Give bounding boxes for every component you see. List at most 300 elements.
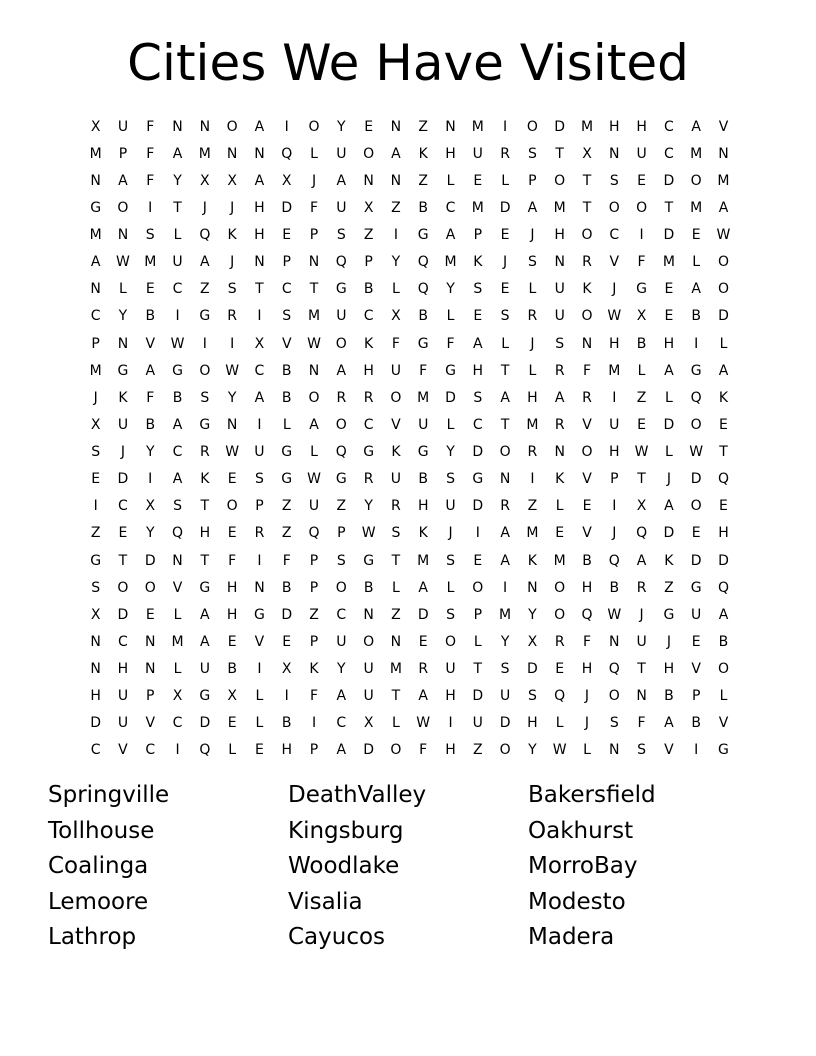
grid-letter: D bbox=[472, 444, 484, 461]
grid-letter: L bbox=[719, 688, 728, 705]
grid-letter: Y bbox=[145, 525, 155, 542]
grid-letter: S bbox=[227, 281, 237, 298]
word-list-item: Modesto bbox=[528, 888, 626, 915]
grid-letter: I bbox=[503, 579, 508, 596]
grid-letter: L bbox=[501, 172, 509, 189]
grid-letter: O bbox=[335, 579, 347, 596]
grid-letter: X bbox=[145, 498, 156, 515]
grid-letter: N bbox=[390, 633, 402, 650]
grid-letter: P bbox=[146, 688, 155, 705]
grid-letter: E bbox=[282, 227, 292, 244]
grid-letter: L bbox=[446, 416, 455, 433]
grid-letter: F bbox=[582, 362, 592, 379]
grid-letter: H bbox=[581, 579, 593, 596]
word-list-item: Visalia bbox=[288, 888, 363, 915]
grid-letter: M bbox=[717, 172, 730, 189]
grid-letter: O bbox=[554, 579, 566, 596]
grid-letter: Q bbox=[608, 552, 620, 569]
grid-letter: S bbox=[336, 227, 346, 244]
grid-letter: A bbox=[336, 172, 347, 189]
grid-letter: E bbox=[473, 308, 483, 325]
grid-letter: H bbox=[609, 444, 620, 461]
grid-letter: F bbox=[637, 254, 646, 271]
grid-letter: R bbox=[582, 389, 592, 406]
grid-letter: M bbox=[417, 389, 430, 406]
grid-letter: O bbox=[690, 172, 702, 189]
grid-letter: H bbox=[90, 688, 101, 705]
grid-letter: H bbox=[445, 742, 456, 759]
grid-letter: X bbox=[636, 308, 647, 325]
grid-letter: H bbox=[718, 525, 729, 542]
grid-letter: K bbox=[664, 552, 674, 569]
grid-letter: E bbox=[227, 471, 237, 488]
grid-letter: D bbox=[499, 199, 511, 216]
grid-letter: W bbox=[552, 742, 567, 759]
grid-letter: H bbox=[226, 579, 238, 596]
grid-letter: R bbox=[554, 416, 565, 433]
grid-letter: N bbox=[609, 145, 620, 162]
grid-letter: C bbox=[472, 416, 483, 433]
word-list-item: Springville bbox=[48, 782, 170, 808]
grid-letter: J bbox=[230, 199, 235, 216]
grid-letter: Y bbox=[145, 444, 155, 461]
grid-letter: O bbox=[144, 579, 156, 596]
grid-letter: O bbox=[363, 633, 375, 650]
grid-letter: M bbox=[471, 118, 484, 135]
grid-letter: Q bbox=[172, 525, 184, 542]
grid-letter: A bbox=[172, 416, 183, 433]
grid-letter: H bbox=[281, 742, 292, 759]
grid-letter: A bbox=[254, 389, 265, 406]
grid-letter: B bbox=[281, 389, 292, 406]
grid-letter: M bbox=[553, 552, 566, 569]
grid-letter: B bbox=[718, 633, 729, 650]
grid-letter: O bbox=[554, 172, 566, 189]
grid-letter: H bbox=[663, 335, 675, 352]
grid-letter: O bbox=[690, 498, 702, 515]
grid-letter: D bbox=[417, 606, 429, 623]
grid-letter: E bbox=[118, 525, 128, 542]
grid-letter: U bbox=[609, 416, 620, 433]
grid-letter: P bbox=[364, 254, 373, 271]
grid-letter: B bbox=[281, 362, 292, 379]
grid-letter: N bbox=[308, 254, 320, 271]
grid-row bbox=[82, 737, 737, 764]
grid-letter: B bbox=[609, 579, 620, 596]
grid-letter: N bbox=[172, 552, 183, 569]
word-list-item: Oakhurst bbox=[528, 817, 634, 844]
grid-letter: G bbox=[90, 199, 102, 216]
grid-letter: Q bbox=[335, 444, 347, 461]
grid-letter: J bbox=[612, 525, 617, 542]
grid-letter: F bbox=[419, 362, 428, 379]
grid-letter: S bbox=[173, 498, 182, 515]
grid-letter: X bbox=[281, 661, 292, 678]
grid-letter: B bbox=[145, 308, 156, 325]
grid-letter: M bbox=[144, 254, 157, 271]
grid-letter: C bbox=[172, 281, 183, 298]
grid-letter: L bbox=[473, 633, 482, 650]
grid-letter: K bbox=[118, 389, 128, 406]
grid-letter: A bbox=[254, 172, 265, 189]
grid-letter: A bbox=[200, 633, 210, 650]
grid-row bbox=[82, 439, 737, 466]
grid-letter: J bbox=[584, 715, 590, 732]
grid-letter: E bbox=[255, 742, 264, 759]
grid-letter: N bbox=[581, 335, 593, 352]
grid-letter: Z bbox=[281, 498, 292, 515]
grid-letter: P bbox=[309, 552, 319, 569]
grid-letter: O bbox=[472, 579, 484, 596]
grid-letter: X bbox=[200, 172, 210, 189]
grid-row bbox=[82, 140, 737, 167]
grid-letter: O bbox=[608, 199, 620, 216]
grid-letter: G bbox=[445, 362, 456, 379]
grid-letter: R bbox=[336, 389, 347, 406]
grid-letter: L bbox=[528, 281, 537, 298]
grid-letter: L bbox=[173, 661, 182, 678]
grid-letter: K bbox=[718, 389, 729, 406]
grid-letter: W bbox=[361, 525, 376, 542]
grid-row bbox=[82, 574, 737, 601]
grid-letter: N bbox=[226, 145, 238, 162]
grid-letter: Y bbox=[173, 172, 182, 189]
grid-letter: R bbox=[500, 145, 510, 162]
grid-letter: N bbox=[145, 661, 156, 678]
grid-letter: T bbox=[637, 471, 646, 488]
grid-letter: A bbox=[718, 199, 729, 216]
grid-letter: D bbox=[718, 552, 729, 569]
grid-letter: D bbox=[663, 227, 675, 244]
word-list-item: Coalinga bbox=[48, 853, 149, 879]
grid-letter: Z bbox=[336, 498, 347, 515]
grid-letter: E bbox=[637, 172, 647, 189]
grid-letter: R bbox=[527, 308, 538, 325]
grid-letter: F bbox=[309, 688, 319, 705]
grid-letter: L bbox=[310, 145, 318, 162]
grid-letter: S bbox=[200, 389, 210, 406]
grid-letter: L bbox=[719, 335, 728, 352]
grid-letter: W bbox=[116, 254, 130, 271]
grid-letter: D bbox=[527, 661, 538, 678]
grid-letter: A bbox=[200, 606, 210, 623]
grid-letter: I bbox=[230, 335, 235, 352]
grid-letter: A bbox=[145, 362, 156, 379]
grid-letter: U bbox=[445, 661, 456, 678]
grid-letter: O bbox=[335, 416, 347, 433]
grid-letter: R bbox=[227, 308, 237, 325]
grid-letter: E bbox=[418, 633, 428, 650]
grid-letter: S bbox=[527, 688, 537, 705]
grid-letter: Q bbox=[308, 525, 320, 542]
grid-letter: D bbox=[117, 606, 129, 623]
grid-letter: L bbox=[446, 172, 455, 189]
grid-letter: X bbox=[636, 498, 647, 515]
grid-letter: N bbox=[145, 633, 156, 650]
grid-letter: L bbox=[255, 715, 264, 732]
grid-letter: U bbox=[472, 715, 483, 732]
grid-letter: W bbox=[170, 335, 185, 352]
grid-letter: Q bbox=[717, 579, 729, 596]
grid-letter: L bbox=[664, 389, 673, 406]
grid-letter: P bbox=[528, 172, 537, 189]
grid-letter: I bbox=[257, 308, 262, 325]
grid-letter: X bbox=[391, 308, 401, 325]
grid-letter: I bbox=[475, 525, 480, 542]
grid-letter: C bbox=[254, 362, 265, 379]
grid-letter: A bbox=[336, 742, 347, 759]
grid-letter: I bbox=[257, 552, 262, 569]
grid-letter: C bbox=[609, 227, 620, 244]
grid-letter: F bbox=[309, 199, 319, 216]
grid-letter: O bbox=[444, 633, 457, 650]
grid-letter: U bbox=[390, 362, 402, 379]
grid-letter: N bbox=[527, 579, 538, 596]
grid-letter: G bbox=[417, 227, 429, 244]
grid-letter: L bbox=[692, 254, 701, 271]
grid-letter: D bbox=[472, 688, 484, 705]
grid-letter: Z bbox=[391, 199, 401, 216]
grid-letter: H bbox=[636, 118, 647, 135]
grid-letter: K bbox=[527, 552, 537, 569]
grid-letter: V bbox=[691, 661, 701, 678]
grid-letter: H bbox=[199, 525, 211, 542]
grid-letter: G bbox=[663, 606, 675, 623]
grid-letter: X bbox=[527, 633, 538, 650]
grid-letter: N bbox=[254, 579, 265, 596]
grid-letter: M bbox=[526, 525, 539, 542]
grid-letter: F bbox=[582, 633, 592, 650]
grid-letter: C bbox=[663, 145, 674, 162]
grid-letter: R bbox=[391, 498, 401, 515]
grid-letter: R bbox=[554, 633, 565, 650]
grid-letter: N bbox=[390, 172, 402, 189]
grid-letter: R bbox=[363, 471, 374, 488]
grid-letter: S bbox=[145, 227, 155, 244]
grid-letter: E bbox=[145, 606, 155, 623]
grid-letter: N bbox=[718, 145, 729, 162]
grid-letter: S bbox=[527, 254, 537, 271]
grid-letter: X bbox=[90, 606, 101, 623]
word-list-item: Tollhouse bbox=[48, 817, 155, 844]
grid-letter: G bbox=[199, 308, 211, 325]
grid-letter: N bbox=[363, 606, 374, 623]
grid-letter: N bbox=[636, 688, 647, 705]
grid-letter: R bbox=[254, 525, 265, 542]
grid-letter: Q bbox=[636, 525, 648, 542]
grid-letter: A bbox=[664, 715, 674, 732]
grid-letter: S bbox=[446, 606, 455, 623]
grid-letter: U bbox=[363, 688, 374, 705]
grid-letter: J bbox=[93, 389, 98, 406]
grid-letter: T bbox=[391, 688, 401, 705]
grid-letter: B bbox=[363, 579, 374, 596]
grid-letter: H bbox=[554, 227, 565, 244]
grid-letter: U bbox=[418, 416, 429, 433]
word-list-item: Cayucos bbox=[288, 924, 386, 950]
grid-letter: U bbox=[172, 254, 183, 271]
grid-letter: B bbox=[418, 199, 429, 216]
grid-letter: D bbox=[554, 118, 566, 135]
grid-letter: B bbox=[172, 389, 183, 406]
grid-letter: A bbox=[636, 552, 647, 569]
grid-letter: K bbox=[582, 281, 592, 298]
grid-letter: A bbox=[391, 145, 401, 162]
grid-letter: S bbox=[500, 661, 510, 678]
grid-letter: O bbox=[581, 308, 593, 325]
grid-letter: C bbox=[172, 715, 183, 732]
grid-letter: M bbox=[608, 362, 621, 379]
grid-letter: D bbox=[363, 742, 374, 759]
grid-letter: L bbox=[392, 715, 400, 732]
grid-letter: P bbox=[309, 227, 319, 244]
grid-letter: S bbox=[91, 579, 101, 596]
word-list-item: Lemoore bbox=[48, 888, 149, 915]
grid-letter: A bbox=[691, 118, 701, 135]
grid-letter: E bbox=[637, 416, 647, 433]
grid-letter: E bbox=[473, 552, 483, 569]
grid-letter: G bbox=[199, 416, 211, 433]
grid-row bbox=[82, 710, 737, 737]
grid-letter: Z bbox=[363, 227, 374, 244]
grid-letter: K bbox=[473, 254, 483, 271]
grid-letter: U bbox=[254, 444, 265, 461]
grid-letter: U bbox=[117, 688, 129, 705]
grid-letter: U bbox=[336, 145, 347, 162]
grid-letter: I bbox=[175, 308, 180, 325]
grid-letter: P bbox=[91, 335, 100, 352]
grid-row bbox=[82, 628, 737, 655]
grid-letter: T bbox=[200, 498, 210, 515]
grid-letter: F bbox=[146, 118, 155, 135]
letter-grid bbox=[82, 113, 737, 764]
grid-letter: O bbox=[581, 227, 593, 244]
grid-letter: T bbox=[309, 281, 319, 298]
grid-letter: I bbox=[530, 471, 535, 488]
grid-letter: F bbox=[391, 335, 400, 352]
grid-letter: C bbox=[281, 281, 292, 298]
grid-letter: I bbox=[93, 498, 98, 515]
grid-letter: Z bbox=[281, 525, 292, 542]
grid-letter: V bbox=[172, 579, 183, 596]
grid-letter: S bbox=[391, 525, 401, 542]
grid-letter: U bbox=[336, 633, 347, 650]
grid-letter: N bbox=[609, 742, 620, 759]
grid-letter: T bbox=[500, 416, 510, 433]
grid-letter: O bbox=[363, 145, 375, 162]
grid-letter: Q bbox=[199, 227, 211, 244]
grid-letter: G bbox=[117, 362, 129, 379]
grid-letter: O bbox=[717, 254, 729, 271]
grid-letter: G bbox=[281, 444, 293, 461]
grid-letter: H bbox=[663, 661, 675, 678]
grid-letter: M bbox=[471, 199, 484, 216]
grid-letter: A bbox=[473, 335, 483, 352]
grid-row bbox=[82, 683, 737, 710]
grid-letter: Z bbox=[527, 498, 538, 515]
grid-letter: N bbox=[390, 118, 402, 135]
grid-letter: C bbox=[90, 308, 101, 325]
grid-letter: R bbox=[199, 444, 210, 461]
grid-letter: O bbox=[117, 579, 129, 596]
grid-letter: U bbox=[499, 688, 511, 705]
grid-letter: A bbox=[664, 362, 674, 379]
grid-letter: E bbox=[227, 715, 237, 732]
grid-letter: V bbox=[145, 335, 156, 352]
grid-letter: A bbox=[718, 362, 729, 379]
grid-letter: T bbox=[719, 444, 728, 461]
grid-letter: N bbox=[90, 172, 101, 189]
grid-letter: X bbox=[227, 172, 237, 189]
grid-letter: J bbox=[503, 254, 508, 271]
grid-letter: H bbox=[226, 606, 238, 623]
grid-letter: G bbox=[254, 606, 265, 623]
grid-letter: N bbox=[117, 335, 129, 352]
grid-letter: B bbox=[227, 661, 237, 678]
grid-letter: V bbox=[664, 742, 674, 759]
grid-letter: Y bbox=[364, 498, 373, 515]
grid-letter: F bbox=[228, 552, 237, 569]
grid-letter: W bbox=[716, 227, 731, 244]
grid-letter: G bbox=[718, 742, 729, 759]
grid-letter: A bbox=[718, 606, 729, 623]
grid-letter: U bbox=[117, 118, 129, 135]
grid-letter: Y bbox=[500, 633, 510, 650]
grid-row bbox=[82, 520, 737, 547]
grid-letter: O bbox=[390, 389, 402, 406]
grid-letter: A bbox=[336, 688, 347, 705]
grid-letter: J bbox=[666, 471, 671, 488]
grid-row bbox=[82, 601, 737, 628]
grid-letter: G bbox=[90, 552, 102, 569]
grid-letter: L bbox=[583, 742, 591, 759]
page-title: Cities We Have Visited bbox=[127, 34, 689, 92]
grid-letter: E bbox=[691, 227, 701, 244]
word-column-1 bbox=[48, 778, 169, 956]
grid-letter: D bbox=[663, 525, 675, 542]
grid-letter: N bbox=[254, 254, 265, 271]
grid-letter: E bbox=[691, 525, 701, 542]
grid-letter: C bbox=[336, 715, 347, 732]
grid-letter: D bbox=[690, 552, 702, 569]
grid-letter: O bbox=[554, 606, 566, 623]
grid-letter: A bbox=[664, 498, 674, 515]
grid-letter: F bbox=[419, 742, 428, 759]
grid-letter: B bbox=[418, 308, 429, 325]
grid-letter: C bbox=[445, 199, 456, 216]
grid-letter: S bbox=[473, 389, 483, 406]
grid-letter: M bbox=[198, 145, 211, 162]
grid-letter: A bbox=[309, 416, 319, 433]
grid-letter: A bbox=[172, 145, 183, 162]
grid-letter: V bbox=[145, 715, 156, 732]
grid-letter: G bbox=[199, 688, 211, 705]
grid-letter: W bbox=[225, 362, 240, 379]
grid-letter: Y bbox=[528, 606, 537, 623]
grid-letter: K bbox=[391, 444, 401, 461]
grid-letter: E bbox=[500, 281, 510, 298]
grid-letter: T bbox=[473, 661, 483, 678]
grid-letter: X bbox=[90, 416, 101, 433]
grid-letter: U bbox=[554, 308, 565, 325]
grid-letter: E bbox=[282, 633, 292, 650]
grid-letter: S bbox=[609, 715, 619, 732]
grid-letter: A bbox=[445, 227, 456, 244]
grid-letter: Q bbox=[281, 145, 293, 162]
grid-letter: H bbox=[609, 335, 620, 352]
grid-letter: L bbox=[310, 444, 318, 461]
grid-letter: N bbox=[199, 118, 211, 135]
